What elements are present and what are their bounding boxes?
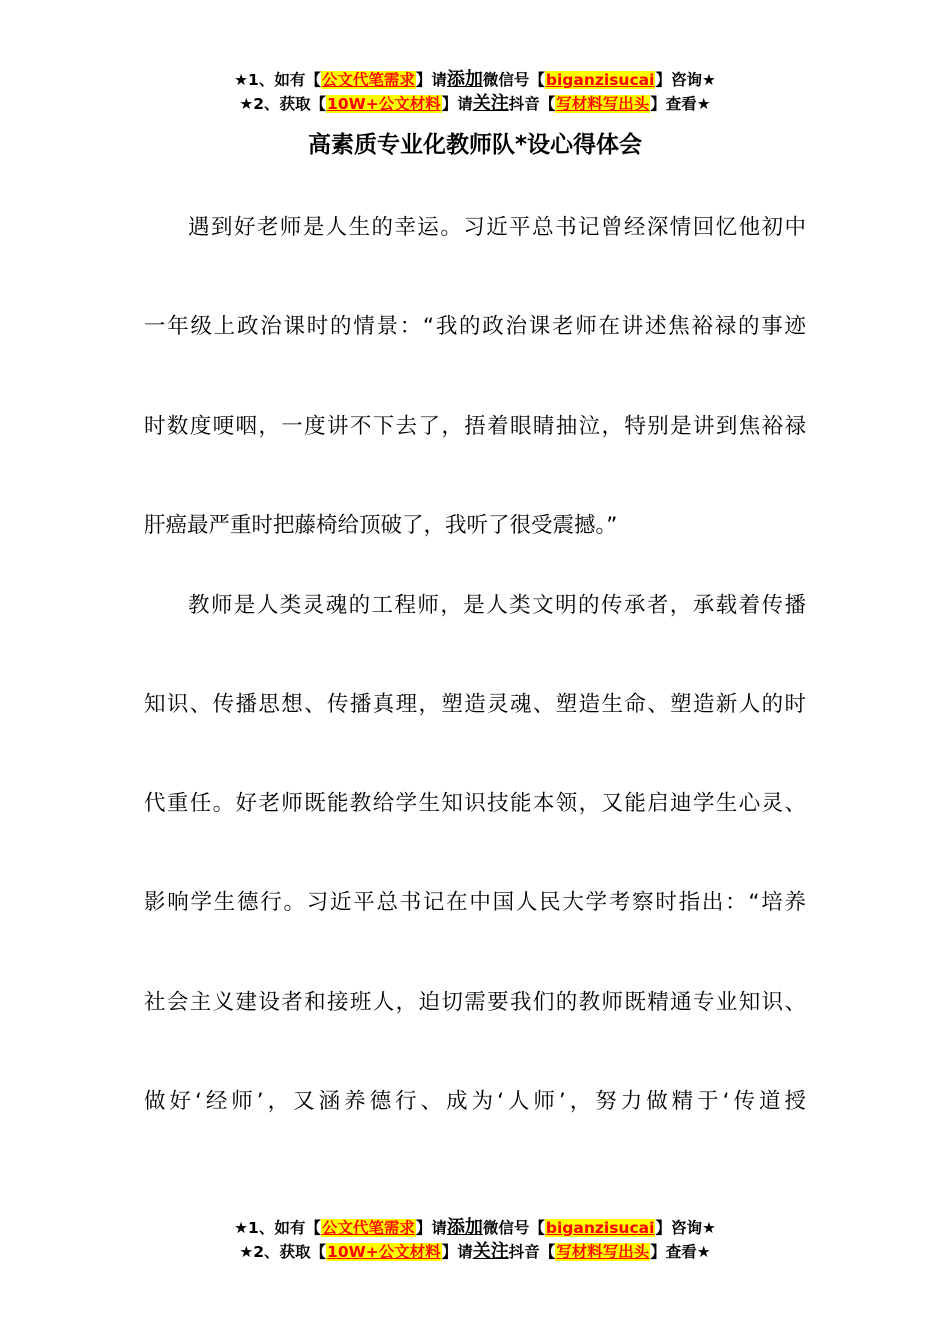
- banner-text: 】查看★: [650, 95, 711, 113]
- body-line: 做好‘经师’，又涵养德行、成为‘人师’，努力做精于‘传道授: [144, 1089, 806, 1114]
- emphasis-add: 添加: [446, 69, 483, 90]
- top-banner: [0, 68, 950, 116]
- banner-line-1: [0, 68, 950, 92]
- banner-text: 抖音【: [508, 95, 556, 113]
- banner-text: 】请: [415, 1219, 447, 1237]
- highlight-materials: 10W+公文材料: [327, 1243, 441, 1261]
- body-line: 知识、传播思想、传播真理，塑造灵魂、塑造生命、塑造新人的时: [144, 692, 806, 717]
- banner-text: 微信号【: [482, 71, 545, 89]
- body-line: 遇到好老师是人生的幸运。习近平总书记曾经深情回忆他初中: [188, 215, 806, 240]
- highlight-wechat-id: biganzisucai: [545, 1219, 655, 1237]
- banner-line-2: [0, 92, 950, 116]
- banner-text: ★1、如有【: [234, 1219, 321, 1237]
- body-line: 肝癌最严重时把藤椅给顶破了，我听了很受震撼。”: [144, 513, 618, 538]
- banner-text: ★2、获取【: [239, 1243, 327, 1261]
- body-line: 时数度哽咽，一度讲不下去了，捂着眼睛抽泣，特别是讲到焦裕禄: [144, 414, 806, 439]
- banner-text: 】查看★: [650, 1243, 711, 1261]
- banner-text: 】请: [441, 95, 473, 113]
- banner-text: 】咨询★: [655, 1219, 716, 1237]
- banner-line-2: [0, 1240, 950, 1264]
- emphasis-follow: 关注: [472, 93, 509, 114]
- body-line: 社会主义建设者和接班人，迫切需要我们的教师既精通专业知识、: [144, 990, 806, 1015]
- body-line: 教师是人类灵魂的工程师，是人类文明的传承者，承载着传播: [188, 593, 806, 618]
- body-line: 影响学生德行。习近平总书记在中国人民大学考察时指出：“培养: [144, 890, 806, 915]
- highlight-douyin-account: 写材料写出头: [556, 95, 650, 113]
- banner-text: ★2、获取【: [239, 95, 327, 113]
- document-title: 高素质专业化教师队*设心得体会: [307, 132, 643, 158]
- banner-text: 微信号【: [482, 1219, 545, 1237]
- body-line: 代重任。好老师既能教给学生知识技能本领，又能启迪学生心灵、: [144, 791, 806, 816]
- bottom-banner: [0, 1216, 950, 1264]
- emphasis-add: 添加: [446, 1217, 483, 1238]
- banner-line-1: [0, 1216, 950, 1240]
- emphasis-follow: 关注: [472, 1241, 509, 1262]
- highlight-douyin-account: 写材料写出头: [556, 1243, 650, 1261]
- highlight-wechat-id: biganzisucai: [545, 71, 655, 89]
- banner-text: 】请: [415, 71, 447, 89]
- body-line: 一年级上政治课时的情景：“我的政治课老师在讲述焦裕禄的事迹: [144, 314, 806, 339]
- banner-text: 抖音【: [508, 1243, 556, 1261]
- banner-text: 】咨询★: [655, 71, 716, 89]
- banner-text: 】请: [441, 1243, 473, 1261]
- banner-text: ★1、如有【: [234, 71, 321, 89]
- highlight-materials: 10W+公文材料: [327, 95, 441, 113]
- highlight-service: 公文代笔需求: [321, 71, 415, 89]
- highlight-service: 公文代笔需求: [321, 1219, 415, 1237]
